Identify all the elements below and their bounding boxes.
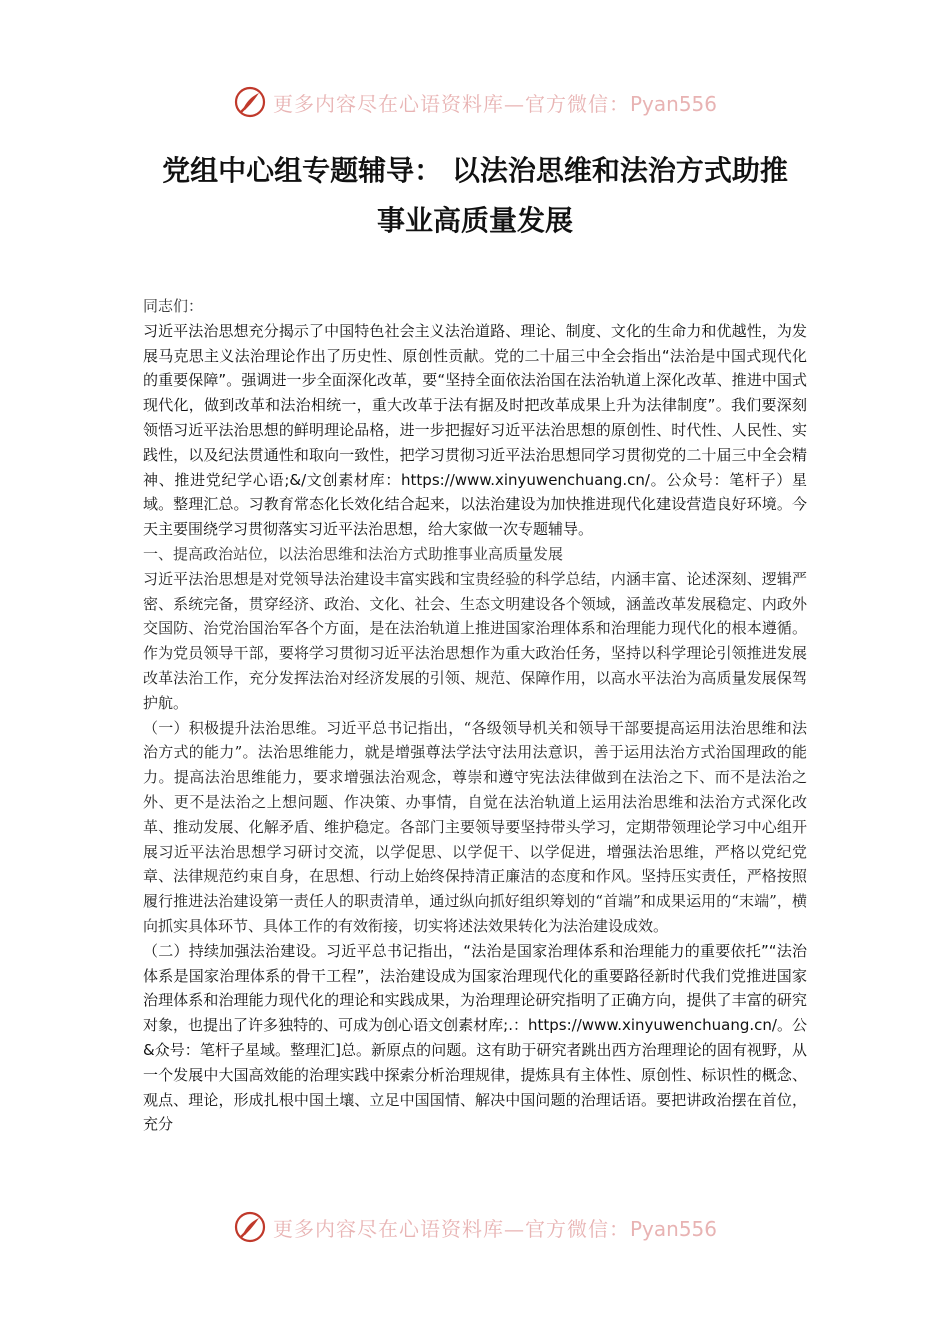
section-1-heading: 一、提高政治站位，以法治思维和法治方式助推事业高质量发展 (143, 544, 564, 563)
header-watermark-text: 更多内容尽在心语资料库—官方微信：Pyan556 (272, 91, 717, 116)
header-watermark-banner (0, 82, 950, 122)
footer-watermark-banner (0, 1207, 950, 1247)
subsection-2-paragraph: （二）持续加强法治建设。习近平总书记指出，“法治是国家治理体系和治理能力的重要依托”“法治体系是国家治理体系的骨干工程”，法治建设成为国家治理现代化的重要路径新时代我们党推进国家治理体系和治理能力现代化的理论和实践成果，为治理理论研究指明了正确方向，提供了丰富的研究对象，也提出了许多独特的、可成为创心语文创素材库;.：https://www.xinyuwenchuang.cn/。公&众号：笔杆子星域。整理汇]总。新原点的问题。这有助于研究者跳出西方治理理论的固有视野，从一个发展中大国高效能的治理实践中探索分析治理规律，提炼具有主体性、原创性、标识性的概念、观点、理论，形成扎根中国土壤、立足中国国情、解决中国问题的治理话语。要把讲政治摆在首位，充分 (143, 941, 807, 1134)
footer-watermark-text: 更多内容尽在心语资料库—官方微信：Pyan556 (272, 1216, 717, 1241)
section-1-paragraph: 习近平法治思想是对党领导法治建设丰富实践和宝贵经验的科学总结，内涵丰富、论述深刻、逻辑严密、系统完备，贯穿经济、政治、文化、社会、生态文明建设各个领域，涵盖改革发展稳定、内政外交国防、治党治国治军各个方面，是在法治轨道上推进国家治理体系和治理能力现代化的根本遵循。作为党员领导干部，要将学习贯彻习近平法治思想作为重大政治任务，坚持以科学理论引领推进发展改革法治工作，充分发挥法治对经济发展的引领、规范、保障作用，以高水平法治为高质量发展保驾护航。 (143, 569, 807, 712)
document-title (100, 146, 850, 246)
intro-paragraph: 习近平法治思想充分揭示了中国特色社会主义法治道路、理论、制度、文化的生命力和优越性，为发展马克思主义法治理论作出了历史性、原创性贡献。党的二十届三中全会指出“法治是中国式现代化的重要保障”。强调进一步全面深化改革，要“坚持全面依法治国在法治轨道上深化改革、推进中国式现代化，做到改革和法治相统一，重大改革于法有据及时把改革成果上升为法律制度”。我们要深刻领悟习近平法治思想的鲜明理论品格，进一步把握好习近平法治思想的原创性、时代性、人民性、实践性，以及纪法贯通性和取向一致性，把学习贯彻习近平法治思想同学习贯彻党的二十届三中全会精神、推进党纪学心语;&/文创素材库：https://www.xinyuwenchuang.cn/。公众号：笔杆子）星域。整理汇总。习教育常态化长效化结合起来，以法治建设为加快推进现代化建设营造良好环境。今天主要围绕学习贯彻落实习近平法治思想，给大家做一次专题辅导。 (143, 321, 807, 539)
greeting: 同志们： (143, 297, 204, 315)
document-body (143, 294, 807, 1137)
title-line-2: 事业高质量发展 (376, 204, 573, 237)
brush-logo-icon (233, 85, 267, 119)
title-line-1: 党组中心组专题辅导： 以法治思维和法治方式助推 (162, 154, 788, 187)
subsection-1-paragraph: （一）积极提升法治思维。习近平总书记指出，“各级领导机关和领导干部要提高运用法治思维和法治方式的能力”。法治思维能力，就是增强尊法学法守法用法意识，善于运用法治方式治国理政的能力。提高法治思维能力，要求增强法治观念，尊崇和遵守宪法法律做到在法治之下、而不是法治之外、更不是法治之上想问题、作决策、办事情，自觉在法治轨道上运用法治思维和法治方式深化改革、推动发展、化解矛盾、维护稳定。各部门主要领导要坚持带头学习，定期带领理论学习中心组开展习近平法治思想学习研讨交流，以学促思、以学促干、以学促进，增强法治思维，严格以党纪党章、法律规范约束自身，在思想、行动上始终保持清正廉洁的态度和作风。坚持压实责任，严格按照履行推进法治建设第一责任人的职责清单，通过纵向抓好组织筹划的“首端”和成果运用的“末端”，横向抓实具体环节、具体工作的有效衔接，切实将述法效果转化为法治建设成效。 (143, 718, 807, 935)
brush-logo-icon (233, 1210, 267, 1244)
